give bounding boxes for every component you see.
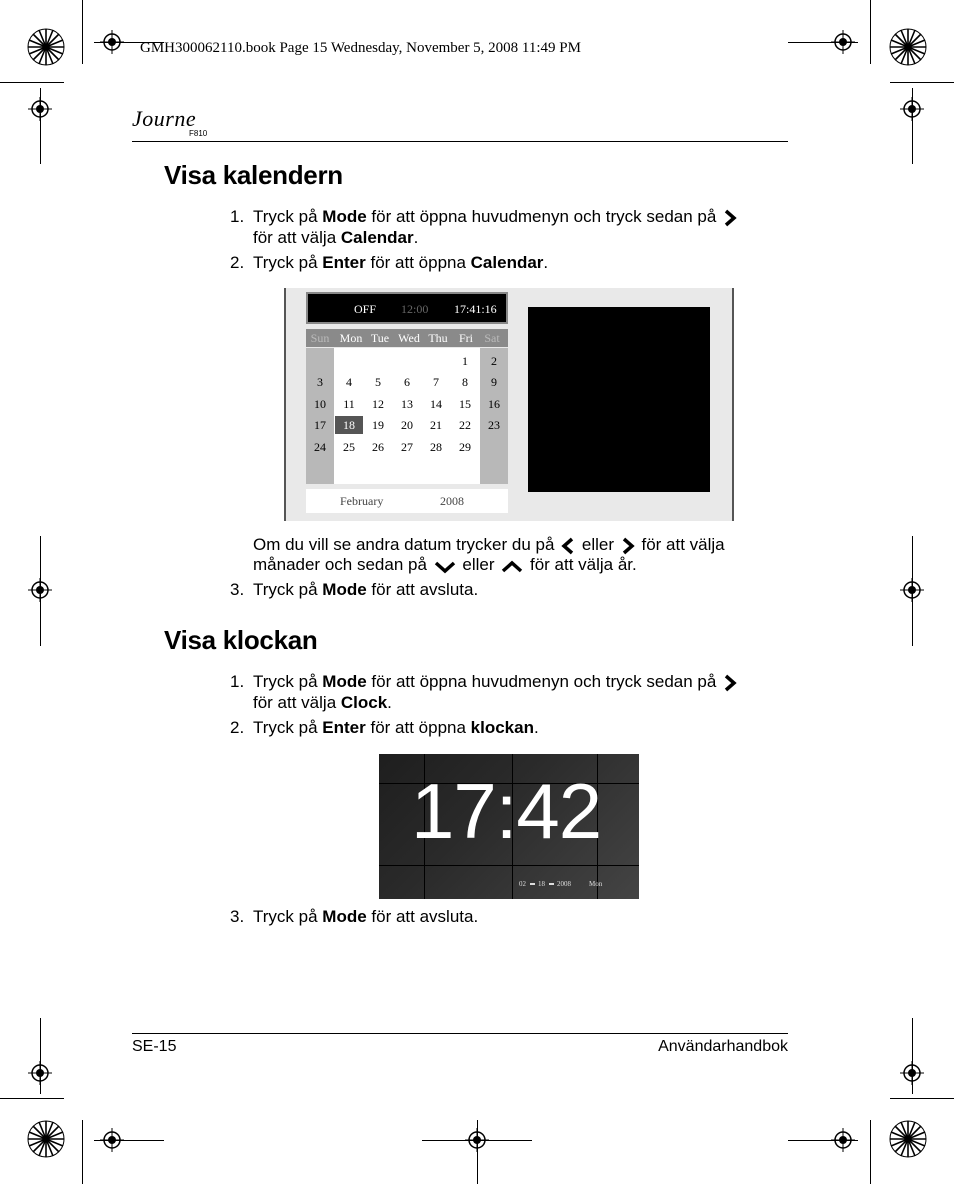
weekday-label: Wed (398, 331, 420, 345)
calendar-day: 5 (375, 375, 381, 389)
registration-mark-icon (28, 1061, 52, 1085)
calendar-day: 20 (401, 418, 413, 432)
calendar-day: 26 (372, 440, 384, 454)
calendar-day: 9 (491, 375, 497, 389)
calendar-day: 3 (317, 375, 323, 389)
calendar-day: 12 (372, 397, 384, 411)
chevron-left-icon (559, 537, 577, 555)
section-title-clock: Visa klockan (164, 625, 318, 655)
chevron-right-icon (721, 209, 739, 227)
weekday-label: Tue (370, 331, 390, 345)
calendar-day: 29 (459, 440, 471, 454)
calendar-day: 6 (404, 375, 410, 389)
calendar-day: 15 (459, 397, 471, 411)
year-label: 2008 (440, 494, 464, 508)
chevron-right-icon (619, 537, 637, 555)
registration-mark-icon (900, 1061, 924, 1085)
calendar-day: 22 (459, 418, 471, 432)
registration-mark-icon (28, 97, 52, 121)
book-info-line: GMH300062110.book Page 15 Wednesday, November 5, 2008 11:49 PM (140, 40, 581, 56)
calendar-day: 11 (343, 397, 355, 411)
weekday-header (306, 329, 508, 347)
calendar-day: 19 (372, 418, 384, 432)
brand-logo: Journe (132, 106, 197, 131)
navigation-note-cont: månader och sedan på eller för att välja år. (253, 555, 637, 574)
chevron-up-icon (499, 557, 525, 575)
chevron-down-icon (432, 557, 458, 575)
registration-mark-icon (831, 1128, 855, 1152)
header-rule (132, 141, 788, 142)
registration-mark-icon (900, 578, 924, 602)
registration-mark-icon (465, 1128, 489, 1152)
clock-year: 2008 (557, 880, 571, 888)
enter-key: Enter (322, 253, 366, 272)
star-target-icon (27, 28, 65, 66)
calendar-day: 14 (430, 397, 442, 411)
calendar-day: 7 (433, 375, 439, 389)
calendar-day: 8 (462, 375, 468, 389)
weekday-label: Sun (310, 331, 330, 345)
weekday-label: Mon (339, 331, 363, 345)
chevron-right-icon (721, 674, 739, 692)
mode-key: Mode (322, 207, 367, 226)
calendar-day: 1 (462, 354, 468, 368)
registration-mark-icon (100, 1128, 124, 1152)
star-target-icon (889, 28, 927, 66)
clock-weekday: Mon (589, 880, 603, 888)
calendar-day: 23 (488, 418, 500, 432)
clock-screenshot (379, 754, 639, 899)
calendar-day: 24 (314, 440, 326, 454)
star-target-icon (27, 1120, 65, 1158)
weekday-label: Thu (428, 331, 448, 345)
calendar-day: 28 (430, 440, 442, 454)
calendar-keyword: Calendar (340, 228, 414, 247)
calendar-day: 16 (488, 397, 500, 411)
registration-mark-icon (100, 30, 124, 54)
manual-title: Användarhandbok (658, 1038, 788, 1055)
clock-day: 18 (538, 880, 545, 888)
weekday-label: Sat (484, 331, 500, 345)
calendar-footer (306, 489, 508, 513)
calendar-status-bar (306, 292, 508, 324)
page-number: SE-15 (132, 1038, 177, 1055)
registration-mark-icon (28, 578, 52, 602)
calendar-day: 10 (314, 397, 326, 411)
section-title-calendar: Visa kalendern (164, 160, 343, 190)
current-time: 17:41:16 (454, 302, 497, 316)
registration-mark-icon (900, 97, 924, 121)
calendar-day-selected: 18 (335, 416, 363, 434)
calendar-day: 17 (314, 418, 326, 432)
photo-preview (528, 307, 710, 492)
calendar-day: 13 (401, 397, 413, 411)
alarm-status: OFF (354, 302, 377, 316)
calendar-day: 2 (491, 354, 497, 368)
clock-month: 02 (519, 880, 526, 888)
alarm-time: 12:00 (401, 302, 429, 316)
step-number: 1. (230, 207, 245, 226)
calendar-day: 27 (401, 440, 413, 454)
registration-mark-icon (831, 30, 855, 54)
calendar-grid (306, 348, 508, 484)
weekday-label: Fri (458, 331, 473, 345)
star-target-icon (889, 1120, 927, 1158)
calendar-day: 25 (343, 440, 355, 454)
model-label: F810 (189, 129, 208, 138)
navigation-note: Om du vill se andra datum trycker du på eller för att välja (253, 535, 725, 554)
footer-rule (132, 1033, 788, 1034)
month-label: February (340, 494, 384, 508)
clock-time: 17:42 (411, 767, 602, 855)
calendar-day: 4 (346, 375, 352, 389)
calendar-day: 21 (430, 418, 442, 432)
